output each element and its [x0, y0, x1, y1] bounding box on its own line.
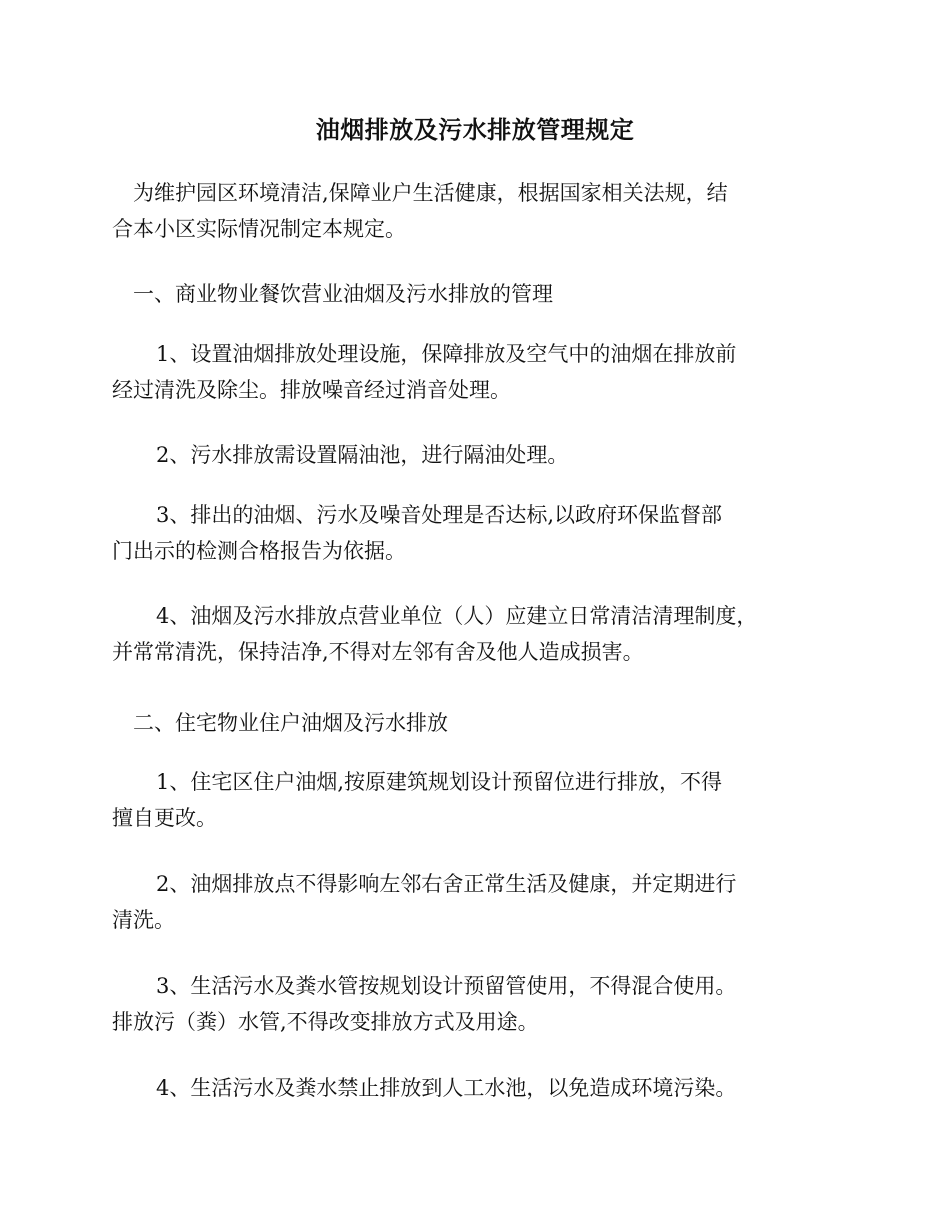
item-line-1: 1、住宅区住户油烟,按原建筑规划设计预留位进行排放，不得: [156, 770, 723, 794]
intro-paragraph: [112, 175, 857, 247]
item-line-1: 4、油烟及污水排放点营业单位（人）应建立日常清洁清理制度，: [156, 604, 758, 628]
item-line-2: 门出示的检测合格报告为依据。: [112, 539, 406, 563]
item-line-2: 经过清洗及除尘。排放噪音经过消音处理。: [112, 378, 511, 402]
item-line-1: 4、生活污水及粪水禁止排放到人工水池，以免造成环境污染。: [156, 1076, 737, 1100]
section-1-heading-text: 一、商业物业餐饮营业油烟及污水排放的管理: [133, 282, 553, 306]
intro-line-1: 为维护园区环境清洁,保障业户生活健康，根据国家相关法规，结: [133, 181, 728, 205]
item-line-2: 清洗。: [112, 908, 175, 932]
section-2-item-2: [112, 866, 857, 938]
section-2-item-1: [112, 764, 857, 836]
item-line-2: 排放污（粪）水管,不得改变排放方式及用途。: [112, 1010, 539, 1034]
item-line-1: 3、生活污水及粪水管按规划设计预留管使用，不得混合使用。: [156, 974, 737, 998]
item-line-2: 并常常清洗，保持洁净,不得对左邻有舍及他人造成损害。: [112, 640, 644, 664]
section-2-item-4: [112, 1070, 857, 1106]
document-title: 油烟排放及污水排放管理规定: [315, 115, 635, 144]
section-2-item-3: [112, 968, 857, 1040]
item-line-1: 1、设置油烟排放处理设施，保障排放及空气中的油烟在排放前: [156, 342, 737, 366]
section-1-item-1: [112, 336, 857, 408]
section-1-heading: [112, 276, 857, 312]
item-line-1: 2、油烟排放点不得影响左邻右舍正常生活及健康，并定期进行: [156, 872, 737, 896]
item-line-1: 3、排出的油烟、污水及噪音处理是否达标,以政府环保监督部: [156, 503, 723, 527]
section-2-heading-text: 二、住宅物业住户油烟及污水排放: [133, 711, 448, 735]
section-2-heading: [112, 705, 857, 741]
section-1-item-3: [112, 497, 857, 569]
section-1-item-4: [112, 598, 857, 670]
section-1-item-2: [112, 437, 857, 473]
intro-line-2: 合本小区实际情况制定本规定。: [112, 217, 406, 241]
item-line-2: 擅自更改。: [112, 806, 217, 830]
item-line-1: 2、污水排放需设置隔油池，进行隔油处理。: [156, 443, 569, 467]
